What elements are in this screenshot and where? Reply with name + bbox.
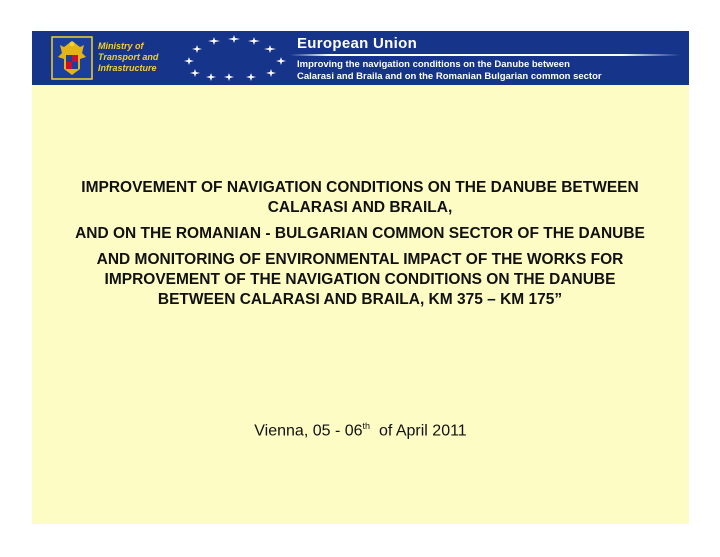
eu-divider xyxy=(290,54,680,56)
slide xyxy=(32,31,689,524)
project-subtitle-line-2: Calarasi and Braila and on the Romanian Bulgarian common sector xyxy=(297,71,602,82)
header-banner xyxy=(32,31,689,85)
eu-title: European Union xyxy=(297,35,418,52)
venue-date xyxy=(32,421,689,440)
title-paragraph-1: IMPROVEMENT OF NAVIGATION CONDITIONS ON THE DANUBE BETWEEN CALARASI AND BRAILA, xyxy=(81,179,639,216)
venue-prefix: Vienna, 05 - 06 xyxy=(254,422,363,440)
ministry-line-1: Ministry of xyxy=(98,41,144,51)
title-paragraph-3: AND MONITORING OF ENVIRONMENTAL IMPACT OF THE WORKS FOR IMPROVEMENT OF THE NAVIGATION CONDITIONS ON THE DANUBE BETWEEN CALARASI AND BRAILA, KM 375 – KM 175” xyxy=(96,251,624,308)
ministry-label xyxy=(98,41,188,74)
venue-suffix: of April 2011 xyxy=(370,422,467,440)
eu-stars-icon xyxy=(180,35,290,81)
slide-title xyxy=(70,178,650,316)
venue-ordinal: th xyxy=(362,421,371,431)
project-subtitle xyxy=(297,59,687,83)
romanian-coat-of-arms-icon xyxy=(50,35,94,81)
ministry-line-2: Transport and xyxy=(98,52,159,62)
title-paragraph-2: AND ON THE ROMANIAN - BULGARIAN COMMON SECTOR OF THE DANUBE xyxy=(75,225,645,242)
ministry-line-3: Infrastructure xyxy=(98,63,157,73)
project-subtitle-line-1: Improving the navigation conditions on the Danube between xyxy=(297,59,570,70)
